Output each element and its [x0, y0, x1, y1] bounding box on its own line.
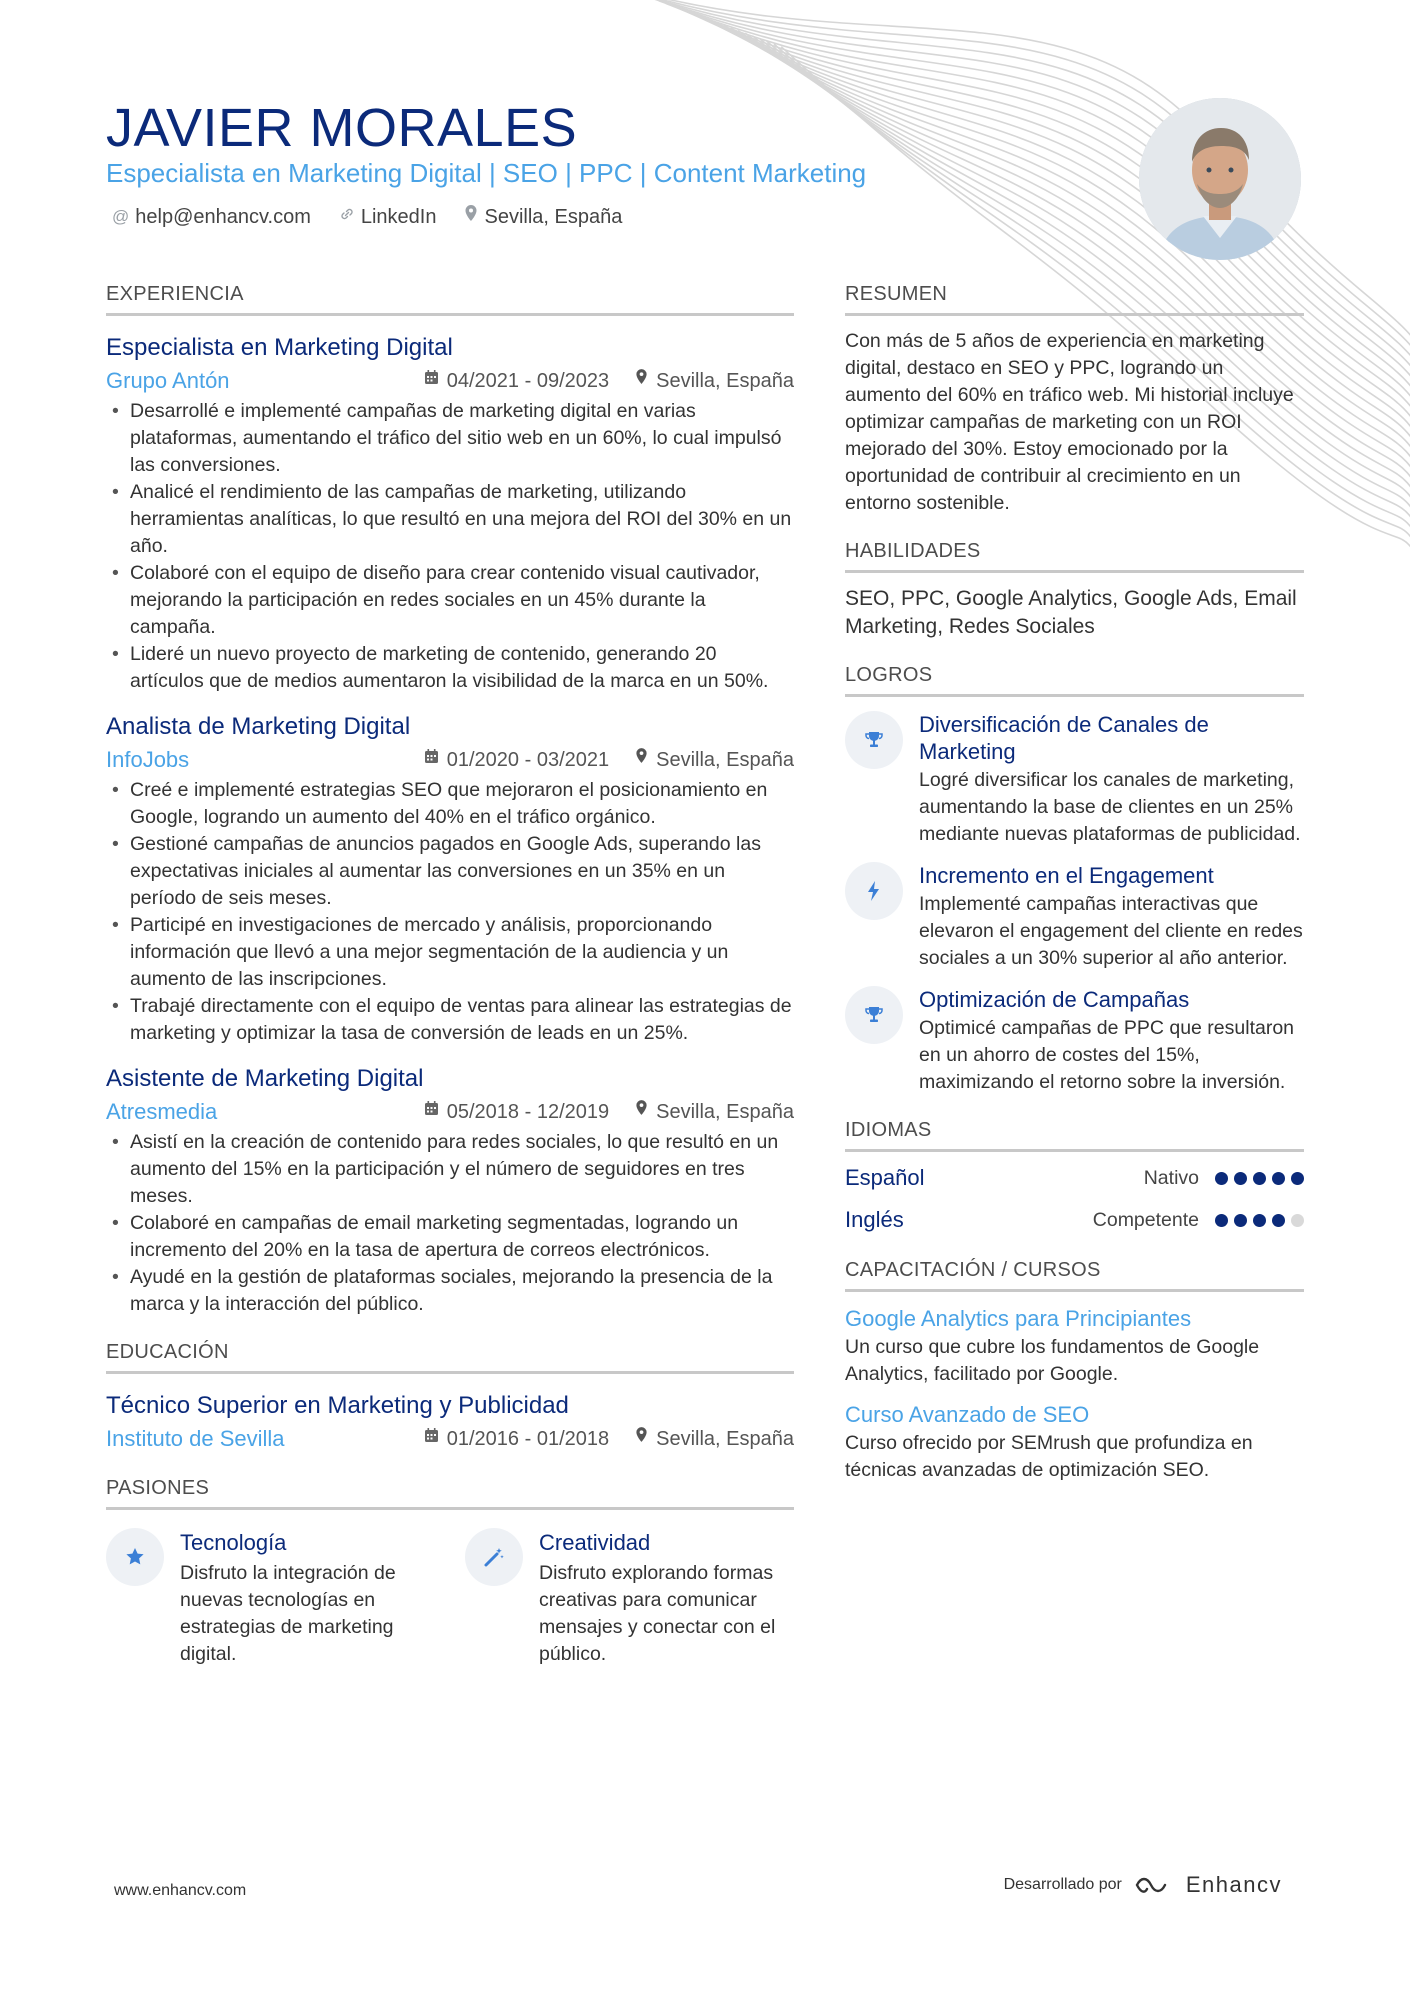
job-bullet: • Lideré un nuevo proyecto de marketing de contenido, generando 20 artículos que de medios aumentaron la visibilidad de la marca en un 50%.: [106, 641, 794, 695]
calendar-icon: [424, 366, 439, 396]
education-dates: [424, 1424, 609, 1454]
job-bullet: • Desarrollé e implementé campañas de marketing digital en varias plataformas, aumentando el tráfico del sitio web en un 60%, lo cual impulsó las conversiones.: [106, 398, 794, 479]
job-dates-text: 05/2018 - 12/2019: [446, 1101, 610, 1123]
job-bullet: • Colaboré en campañas de email marketing segmentadas, logrando un incremento del 20% en la tasa de apertura de correos electrónicos.: [106, 1210, 794, 1264]
education-section: [106, 1338, 794, 1454]
footer-branding: [1004, 1872, 1282, 1898]
calendar-icon: [424, 1097, 439, 1127]
job-bullet: • Ayudé en la gestión de plataformas sociales, mejorando la presencia de la marca y la interacción del público.: [106, 1264, 794, 1318]
job-location: [635, 1097, 794, 1127]
languages-section: [845, 1116, 1304, 1236]
job-location: [635, 366, 794, 396]
passion-title: Creatividad: [539, 1530, 651, 1555]
job-bullet: • Gestioné campañas de anuncios pagados en Google Ads, superando las expectativas iniciales al aumentar las conversiones en un 35% en un período de seis meses.: [106, 831, 794, 912]
email-text: help@enhancv.com: [135, 206, 311, 228]
linkedin-text: LinkedIn: [360, 206, 437, 228]
job-list: [106, 332, 794, 1318]
passion-title: Tecnología: [180, 1530, 287, 1555]
left-column: [106, 280, 794, 1688]
location-text: Sevilla, España: [484, 206, 623, 228]
location-pin-icon: [635, 366, 648, 396]
link-icon: [339, 203, 355, 231]
experience-section: [106, 280, 794, 1318]
passion-item: [465, 1528, 794, 1668]
job-entry: [106, 1063, 794, 1318]
brand-name: Enhancv: [1185, 1872, 1282, 1897]
skills-heading: HABILIDADES: [845, 537, 1304, 573]
location-pin-icon: [464, 203, 478, 231]
course-item: [845, 1400, 1304, 1484]
trophy-icon: [845, 711, 903, 769]
education-heading: EDUCACIÓN: [106, 1338, 794, 1374]
contact-bar: [112, 203, 622, 231]
passion-text: Disfruto explorando formas creativas para comunicar mensajes y conectar con el público.: [539, 1562, 776, 1665]
rating-dot: [1253, 1172, 1266, 1185]
job-bullet: • Trabajé directamente con el equipo de ventas para alinear las estrategias de marketing y optimizar la tasa de conversión de leads en un 25%.: [106, 993, 794, 1047]
job-bullet: • Participé en investigaciones de mercado y análisis, proporcionando información que llevó a una mejor segmentación de la audiencia y un aumento de las inscripciones.: [106, 912, 794, 993]
contact-linkedin[interactable]: [339, 203, 437, 231]
education-meta: [106, 1424, 794, 1454]
at-icon: @: [112, 207, 130, 226]
education-location-text: Sevilla, España: [656, 1428, 794, 1450]
footer-website[interactable]: www.enhancv.com: [114, 1882, 247, 1899]
job-dates-text: 01/2020 - 03/2021: [446, 749, 610, 771]
course-text: Un curso que cubre los fundamentos de Google Analytics, facilitado por Google.: [845, 1336, 1260, 1385]
skills-text: SEO, PPC, Google Analytics, Google Ads, Email Marketing, Redes Sociales: [845, 587, 1297, 638]
contact-email[interactable]: [112, 203, 311, 231]
star-icon: [106, 1528, 164, 1586]
achievement-title: Incremento en el Engagement: [919, 863, 1214, 888]
job-location-text: Sevilla, España: [656, 1101, 794, 1123]
rating-dot: [1272, 1172, 1285, 1185]
job-title: Especialista en Marketing Digital: [106, 334, 453, 361]
job-title: Analista de Marketing Digital: [106, 713, 411, 740]
achievement-item: [845, 862, 1304, 972]
achievement-text: Optimicé campañas de PPC que resultaron en un ahorro de costes del 15%, maximizando el retorno sobre la inversión.: [919, 1017, 1295, 1093]
education-entry: [106, 1390, 794, 1454]
skills-section: [845, 537, 1304, 641]
education-dates-text: 01/2016 - 01/2018: [446, 1428, 610, 1450]
job-meta: [106, 1097, 794, 1127]
job-dates: [424, 745, 609, 775]
job-bullets: [106, 777, 794, 1047]
summary-text: Con más de 5 años de experiencia en marketing digital, destaco en SEO y PPC, logrando un aumento del 60% en tráfico web. Mi historial incluye optimizar campañas de marketing con un ROI mejorado del 30%. Estoy emocionado por la oportunidad de contribuir al crecimiento en un entorno sostenible.: [845, 330, 1294, 514]
right-column: [845, 280, 1304, 1504]
company-name: InfoJobs: [106, 747, 190, 772]
achievement-item: [845, 986, 1304, 1096]
passion-list: [106, 1528, 794, 1668]
language-name: Inglés: [845, 1207, 904, 1232]
achievement-title: Optimización de Campañas: [919, 987, 1190, 1012]
achievement-item: [845, 711, 1304, 848]
achievements-section: [845, 661, 1304, 1096]
candidate-name: JAVIER MORALES: [106, 98, 578, 158]
rating-dot: [1253, 1214, 1266, 1227]
job-dates: [424, 366, 609, 396]
languages-heading: IDIOMAS: [845, 1116, 1304, 1152]
experience-heading: EXPERIENCIA: [106, 280, 794, 316]
rating-dot: [1234, 1172, 1247, 1185]
course-title: Google Analytics para Principiantes: [845, 1306, 1192, 1331]
lightning-icon: [845, 862, 903, 920]
job-location-text: Sevilla, España: [656, 749, 794, 771]
rating-dot: [1215, 1172, 1228, 1185]
rating-dot: [1272, 1214, 1285, 1227]
job-meta: [106, 366, 794, 396]
company-name: Grupo Antón: [106, 368, 230, 393]
language-row: [845, 1204, 1304, 1236]
course-title: Curso Avanzado de SEO: [845, 1402, 1090, 1427]
passions-heading: PASIONES: [106, 1474, 794, 1510]
job-meta: [106, 745, 794, 775]
job-location-text: Sevilla, España: [656, 370, 794, 392]
rating-dot: [1234, 1214, 1247, 1227]
school-name: Instituto de Sevilla: [106, 1426, 285, 1451]
course-item: [845, 1304, 1304, 1388]
summary-heading: RESUMEN: [845, 280, 1304, 316]
degree-title: Técnico Superior en Marketing y Publicidad: [106, 1392, 569, 1419]
language-rating: [1215, 1214, 1304, 1227]
job-bullet: • Colaboré con el equipo de diseño para crear contenido visual cautivador, mejorando la participación en redes sociales en un 45% durante la campaña.: [106, 560, 794, 641]
job-bullets: [106, 398, 794, 695]
language-list: [845, 1162, 1304, 1236]
language-name: Español: [845, 1165, 925, 1190]
candidate-tagline: Especialista en Marketing Digital | SEO | PPC | Content Marketing: [106, 158, 867, 188]
location-pin-icon: [635, 1424, 648, 1454]
job-dates: [424, 1097, 609, 1127]
courses-section: [845, 1256, 1304, 1484]
passion-item: [106, 1528, 435, 1668]
calendar-icon: [424, 745, 439, 775]
courses-heading: CAPACITACIÓN / CURSOS: [845, 1256, 1304, 1292]
location-pin-icon: [635, 745, 648, 775]
passion-text: Disfruto la integración de nuevas tecnologías en estrategias de marketing digital.: [180, 1562, 396, 1665]
job-bullet: • Creé e implementé estrategias SEO que mejoraron el posicionamiento en Google, logrando un aumento del 40% en el tráfico orgánico.: [106, 777, 794, 831]
magic-wand-icon: [465, 1528, 523, 1586]
job-entry: [106, 332, 794, 695]
course-text: Curso ofrecido por SEMrush que profundiza en técnicas avanzadas de optimización SEO.: [845, 1432, 1253, 1481]
achievement-title: Diversificación de Canales de Marketing: [919, 712, 1209, 764]
rating-dot: [1291, 1172, 1304, 1185]
achievement-text: Logré diversificar los canales de marketing, aumentando la base de clientes en un 25% mediante nuevas plataformas de publicidad.: [919, 769, 1301, 845]
job-dates-text: 04/2021 - 09/2023: [446, 370, 610, 392]
passions-section: [106, 1474, 794, 1668]
achievements-heading: LOGROS: [845, 661, 1304, 697]
trophy-icon: [845, 986, 903, 1044]
rating-dot: [1291, 1214, 1304, 1227]
language-row: [845, 1162, 1304, 1194]
job-entry: [106, 711, 794, 1047]
summary-section: [845, 280, 1304, 517]
achievement-text: Implementé campañas interactivas que elevaron el engagement del cliente en redes sociales a un 30% superior al año anterior.: [919, 893, 1303, 969]
language-level: Nativo: [1143, 1166, 1199, 1189]
language-rating: [1215, 1172, 1304, 1185]
job-title: Asistente de Marketing Digital: [106, 1065, 424, 1092]
education-location: [635, 1424, 794, 1454]
job-bullets: [106, 1129, 794, 1318]
rating-dot: [1215, 1214, 1228, 1227]
profile-photo: [1139, 98, 1301, 260]
job-bullet: • Analicé el rendimiento de las campañas de marketing, utilizando herramientas analíticas, lo que resultó en una mejora del ROI del 30% en un año.: [106, 479, 794, 560]
location-pin-icon: [635, 1097, 648, 1127]
enhancv-logo-icon: [1134, 1873, 1178, 1897]
job-bullet: • Asistí en la creación de contenido para redes sociales, lo que resultó en un aumento del 15% en la participación y el número de seguidores en tres meses.: [106, 1129, 794, 1210]
job-location: [635, 745, 794, 775]
contact-location: [464, 203, 622, 231]
company-name: Atresmedia: [106, 1099, 218, 1124]
calendar-icon: [424, 1424, 439, 1454]
powered-by-text: Desarrollado por: [1003, 1876, 1122, 1893]
brand-logo: [1134, 1872, 1282, 1898]
language-level: Competente: [1092, 1208, 1199, 1231]
